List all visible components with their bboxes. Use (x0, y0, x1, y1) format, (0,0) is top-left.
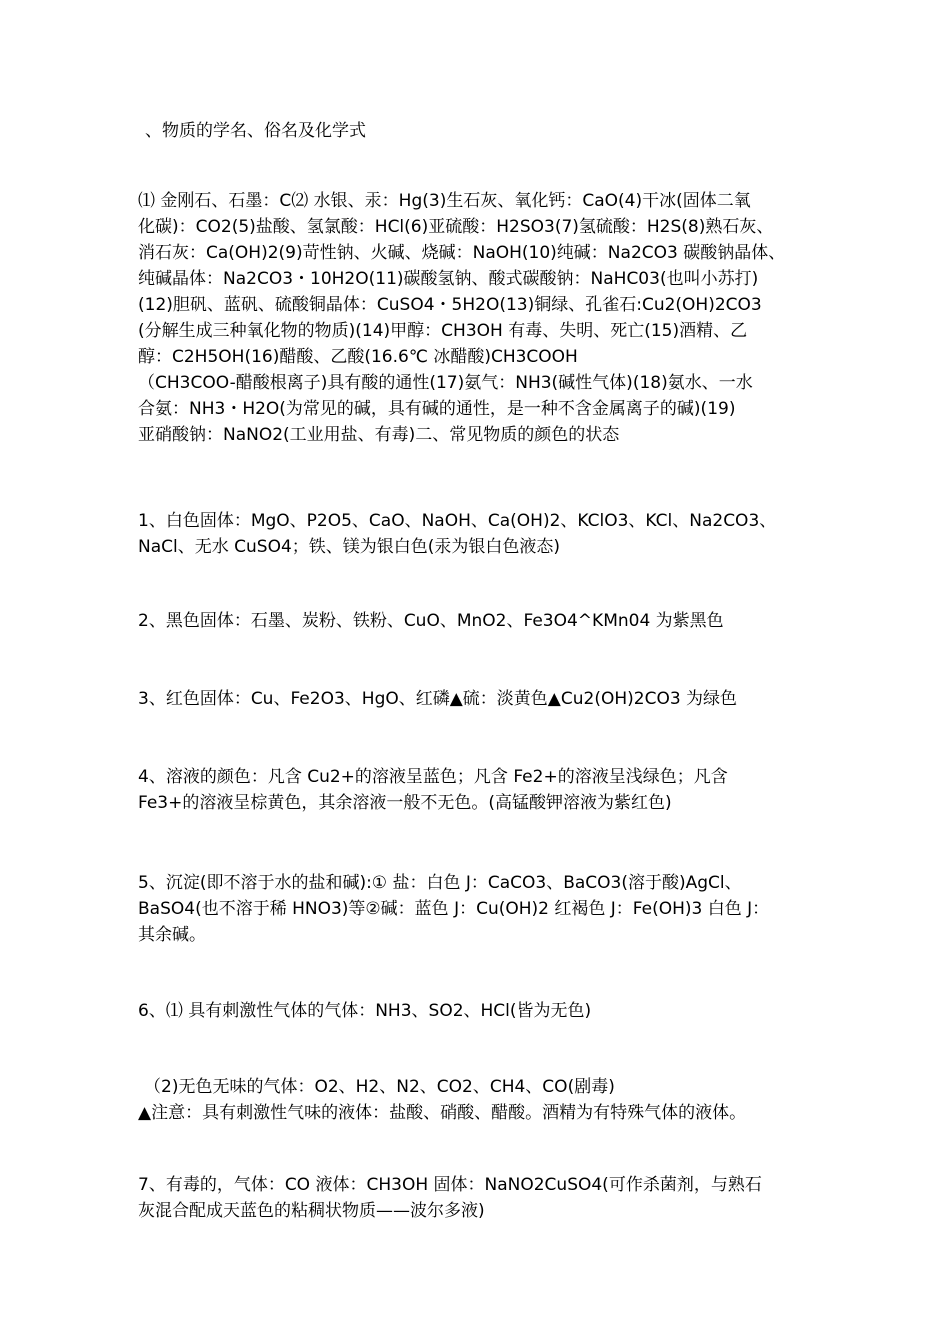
toxic-substances-item (138, 1172, 762, 1224)
text-line: 6、⑴ 具有刺激性气体的气体：NH3、SO2、HCl(皆为无色) (138, 1001, 592, 1021)
text-line: 5、沉淀(即不溶于水的盐和碱):① 盐：白色 J：CaCO3、BaCO3(溶于酸)AgCl、 (138, 873, 742, 893)
text-line: 7、有毒的，气体：CO 液体：CH3OH 固体：NaNO2CuSO4(可作杀菌剂，与熟石 (138, 1175, 762, 1195)
text-line: （CH3COO-醋酸根离子)具有酸的通性(17)氨气：NH3(碱性气体)(18)氨水、一水 (138, 373, 753, 393)
text-line: 化碳)：CO2(5)盐酸、氢氯酸：HCl(6)亚硫酸：H2SO3(7)氢硫酸：H2S(8)熟石灰、 (138, 217, 774, 237)
text-line: 合氨：NH3・H2O(为常见的碱，具有碱的通性，是一种不含金属离子的碱)(19) (138, 399, 736, 419)
names-formulas-paragraph (138, 188, 785, 448)
text-line: 消石灰：Ca(OH)2(9)苛性钠、火碱、烧碱：NaOH(10)纯碱：Na2CO3 碳酸钠晶体、 (138, 243, 786, 263)
text-line: NaCl、无水 CuSO4；铁、镁为银白色(汞为银白色液态) (138, 537, 561, 557)
text-line: 1、白色固体：MgO、P2O5、CaO、NaOH、Ca(OH)2、KClO3、KCl、Na2CO3、 (138, 511, 777, 531)
text-line: 亚硝酸钠：NaNO2(工业用盐、有毒)二、常见物质的颜色的状态 (138, 425, 620, 445)
red-solids-item (138, 686, 737, 712)
text-line: 纯碱晶体：Na2CO3・10H2O(11)碳酸氢钠、酸式碳酸钠：NaHC03(也叫小苏打) (138, 269, 759, 289)
text-line: 4、溶液的颜色：凡含 Cu2+的溶液呈蓝色；凡含 Fe2+的溶液呈浅绿色；凡含 (138, 767, 728, 787)
text-line: 2、黑色固体：石墨、炭粉、铁粉、CuO、MnO2、Fe3O4^KMn04 为紫黑色 (138, 611, 724, 631)
text-line: Fe3+的溶液呈棕黄色，其余溶液一般不无色。(高锰酸钾溶液为紫红色) (138, 793, 672, 813)
text-line: ▲注意：具有刺激性气味的液体：盐酸、硝酸、醋酸。酒精为有特殊气体的液体。 (138, 1103, 747, 1123)
section-heading (145, 118, 366, 144)
text-line: ⑴ 金刚石、石墨：C⑵ 水银、汞：Hg(3)生石灰、氧化钙：CaO(4)干冰(固体二氧 (138, 191, 751, 211)
text-line: 3、红色固体：Cu、Fe2O3、HgO、红磷▲硫：淡黄色▲Cu2(OH)2CO3 为绿色 (138, 689, 738, 709)
solution-colors-item (138, 764, 728, 816)
text-line: （2)无色无味的气体：O2、H2、N2、CO2、CH4、CO(剧毒) (144, 1077, 615, 1097)
precipitates-item (138, 870, 769, 948)
heading-text: 、物质的学名、俗名及化学式 (145, 121, 366, 141)
text-line: 其余碱。 (138, 925, 206, 945)
text-line: 醇：C2H5OH(16)醋酸、乙酸(16.6℃ 冰醋酸)CH3COOH (138, 347, 578, 367)
black-solids-item (138, 608, 724, 634)
text-line: BaSO4(也不溶于稀 HNO3)等②碱：蓝色 J：Cu(OH)2 红褐色 J：Fe(OH)3 白色 J： (138, 899, 770, 919)
white-solids-item (138, 508, 776, 560)
text-line: 灰混合配成天蓝色的粘稠状物质——波尔多液) (138, 1201, 485, 1221)
text-line: (12)胆矾、蓝矾、硫酸铜晶体：CuSO4・5H2O(13)铜绿、孔雀石:Cu2(OH)2CO3 (138, 295, 762, 315)
pungent-gases-item (138, 998, 591, 1024)
odorless-gases-item (138, 1074, 746, 1126)
text-line: (分解生成三种氧化物的物质)(14)甲醇：CH3OH 有毒、失明、死亡(15)酒精、乙 (138, 321, 748, 341)
